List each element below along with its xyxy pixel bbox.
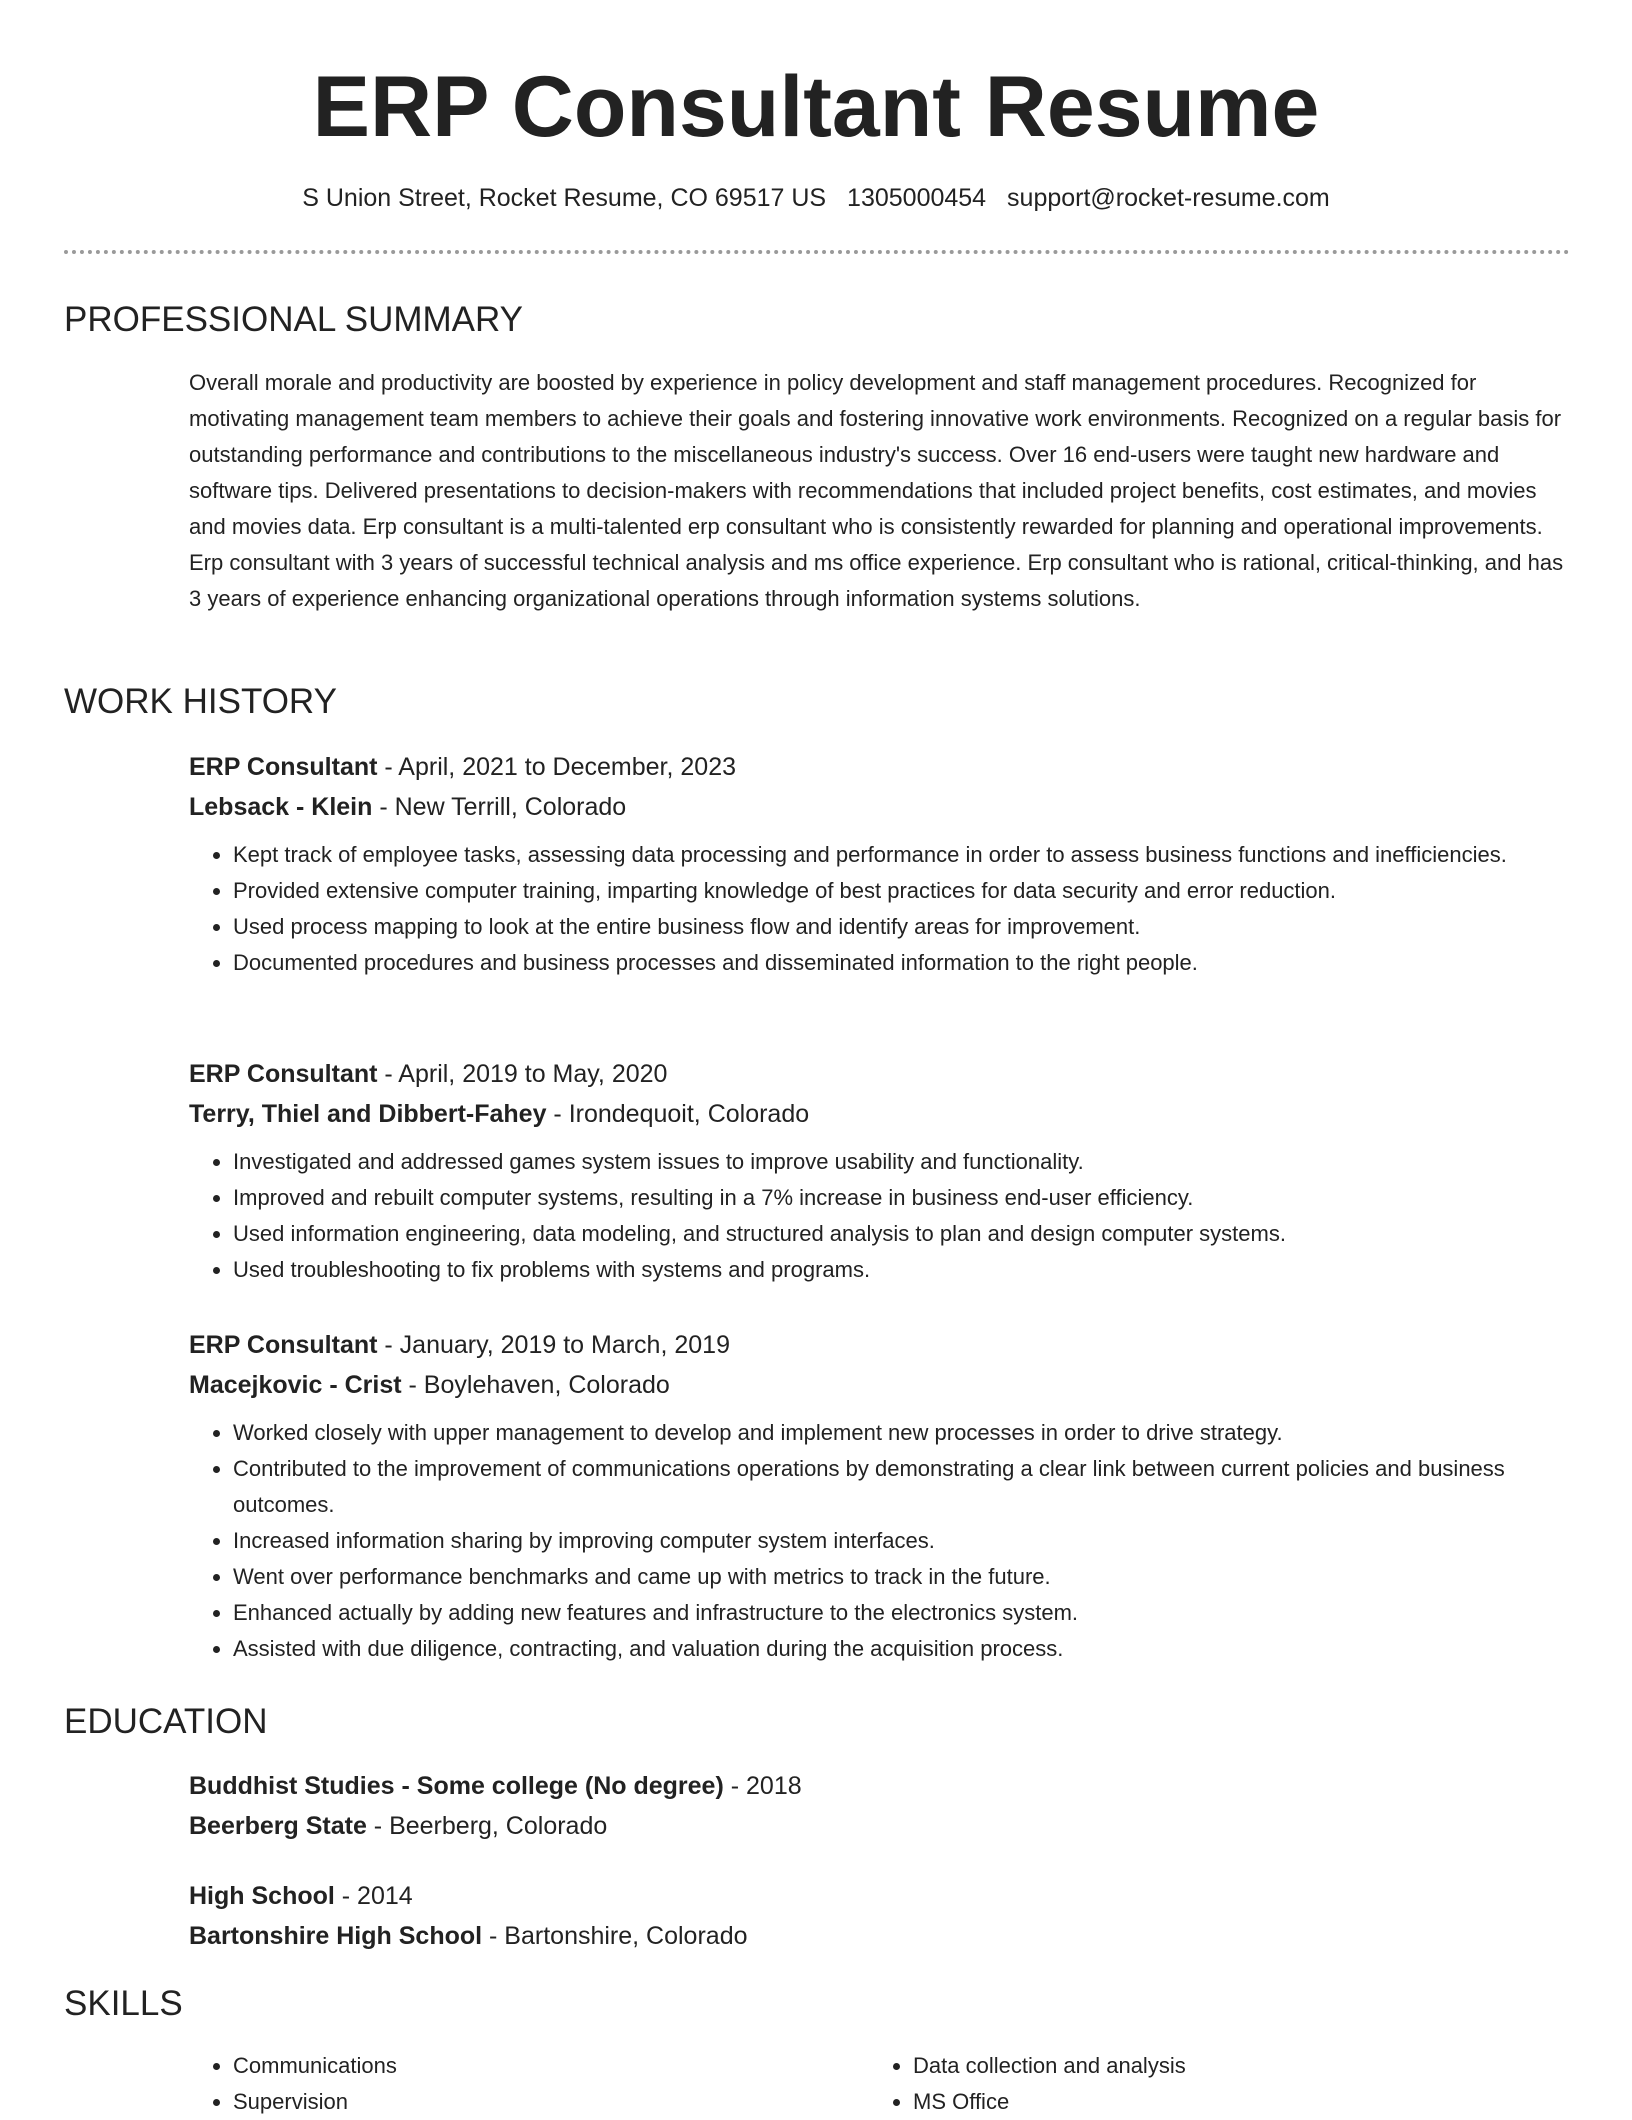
- degree-year: - 2014: [334, 1882, 413, 1910]
- job-location: - Irondequoit, Colorado: [546, 1100, 810, 1128]
- school-line: [189, 1916, 1569, 1956]
- summary-block: [189, 365, 1569, 617]
- degree-year: - 2018: [723, 1772, 802, 1800]
- job-bullet: • Documented procedures and business processes and disseminated information to the right people.: [233, 945, 1569, 981]
- school-location: - Beerberg, Colorado: [366, 1812, 608, 1840]
- education-heading: EDUCATION: [64, 1702, 268, 1741]
- job-bullet: • Worked closely with upper management to develop and implement new processes in order to drive strategy.: [233, 1415, 1569, 1451]
- job-dates: - April, 2021 to December, 2023: [377, 753, 736, 781]
- job-bullet: • Used troubleshooting to fix problems with systems and programs.: [233, 1252, 1569, 1288]
- job-dates: - January, 2019 to March, 2019: [377, 1331, 730, 1359]
- job-entry: [189, 747, 1569, 981]
- summary-heading: PROFESSIONAL SUMMARY: [64, 300, 523, 339]
- job-company: Macejkovic - Crist: [189, 1371, 402, 1399]
- job-dates: - April, 2019 to May, 2020: [377, 1060, 668, 1088]
- job-company-line: [189, 1094, 1569, 1134]
- phone-text: 1305000454: [847, 184, 987, 212]
- job-bullets: [189, 1144, 1569, 1288]
- school-line: [189, 1806, 1569, 1846]
- job-title-line: [189, 1325, 1569, 1365]
- job-bullets: [189, 837, 1569, 981]
- job-bullet: • Contributed to the improvement of communications operations by demonstrating a clear link between current policies and business outcomes.: [233, 1451, 1569, 1523]
- job-bullet: • Improved and rebuilt computer systems, resulting in a 7% increase in business end-user efficiency.: [233, 1180, 1569, 1216]
- school-name: Bartonshire High School: [189, 1922, 483, 1950]
- job-location: - New Terrill, Colorado: [372, 793, 627, 821]
- summary-text: Overall morale and productivity are boosted by experience in policy development and staff management procedures. Recognized for motivating management team members to achieve their goals and fostering innovative work environments. Recognized on a regular basis for outstanding performance and contributions to the miscellaneous industry's success. Over 16 end-users were taught new hardware and software tips. Delivered presentations to decision-makers with recommendations that included project benefits, cost estimates, and movies and movies data. Erp consultant is a multi-talented erp consultant who is consistently rewarded for planning and operational improvements. Erp consultant with 3 years of successful technical analysis and ms office experience. Erp consultant who is rational, critical-thinking, and has 3 years of experience enhancing organizational operations through information systems solutions.: [189, 370, 1564, 611]
- job-location: - Boylehaven, Colorado: [401, 1371, 670, 1399]
- skill-item: • MS Office: [913, 2084, 1549, 2120]
- job-title-line: [189, 747, 1569, 787]
- education-entry: [189, 1766, 1569, 1846]
- job-bullets: [189, 1415, 1569, 1667]
- school-name: Beerberg State: [189, 1812, 367, 1840]
- job-bullet: • Increased information sharing by improving computer system interfaces.: [233, 1523, 1569, 1559]
- skill-item: • Supervision: [233, 2084, 869, 2120]
- degree-line: [189, 1766, 1569, 1806]
- job-bullet: • Provided extensive computer training, imparting knowledge of best practices for data security and error reduction.: [233, 873, 1569, 909]
- job-entry: [189, 1325, 1569, 1667]
- skill-item: • Data collection and analysis: [913, 2048, 1549, 2084]
- degree-name: Buddhist Studies - Some college (No degree): [189, 1772, 724, 1800]
- job-title-line: [189, 1054, 1569, 1094]
- header-divider: [64, 250, 1570, 254]
- education-entry: [189, 1876, 1569, 1956]
- email-text: support@rocket-resume.com: [1007, 184, 1330, 212]
- skill-item: • Communications: [233, 2048, 869, 2084]
- job-title: ERP Consultant: [189, 1331, 378, 1359]
- job-bullet: • Enhanced actually by adding new features and infrastructure to the electronics system.: [233, 1595, 1569, 1631]
- job-entry: [189, 1054, 1569, 1288]
- job-bullet: • Kept track of employee tasks, assessing data processing and performance in order to assess business functions and inefficiencies.: [233, 837, 1569, 873]
- job-bullet: • Investigated and addressed games system issues to improve usability and functionality.: [233, 1144, 1569, 1180]
- job-company: Terry, Thiel and Dibbert-Fahey: [189, 1100, 547, 1128]
- skills-column-right: [869, 2048, 1549, 2120]
- work-history-heading: WORK HISTORY: [64, 682, 337, 721]
- job-bullet: • Went over performance benchmarks and came up with metrics to track in the future.: [233, 1559, 1569, 1595]
- job-title: ERP Consultant: [189, 753, 378, 781]
- job-company-line: [189, 1365, 1569, 1405]
- resume-title: ERP Consultant Resume: [312, 59, 1320, 155]
- job-company-line: [189, 787, 1569, 827]
- job-bullet: • Used information engineering, data modeling, and structured analysis to plan and design computer systems.: [233, 1216, 1569, 1252]
- degree-line: [189, 1876, 1569, 1916]
- skills-list: [189, 2048, 1569, 2120]
- address-text: S Union Street, Rocket Resume, CO 69517 US: [302, 184, 827, 212]
- skills-column-left: [189, 2048, 869, 2120]
- contact-line: [0, 181, 1632, 215]
- job-title: ERP Consultant: [189, 1060, 378, 1088]
- job-company: Lebsack - Klein: [189, 793, 373, 821]
- skills-heading: SKILLS: [64, 1984, 183, 2023]
- degree-name: High School: [189, 1882, 335, 1910]
- job-bullet: • Assisted with due diligence, contracting, and valuation during the acquisition process.: [233, 1631, 1569, 1667]
- school-location: - Bartonshire, Colorado: [482, 1922, 748, 1950]
- job-bullet: • Used process mapping to look at the entire business flow and identify areas for improvement.: [233, 909, 1569, 945]
